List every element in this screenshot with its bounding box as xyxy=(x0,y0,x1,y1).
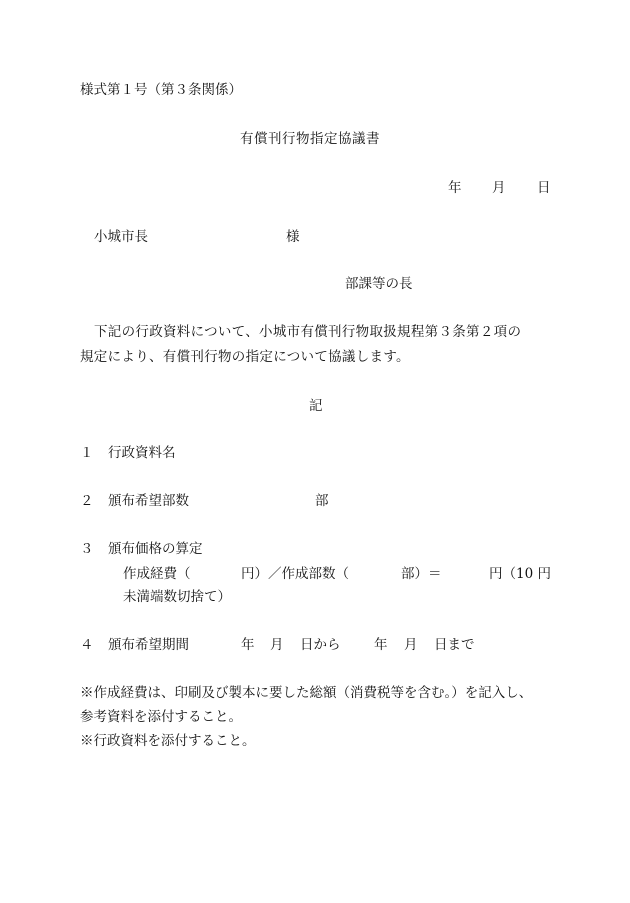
addressee-name: 小城市長 xyxy=(94,229,148,245)
calc-result: 円（10 円 xyxy=(489,566,551,582)
date-year: 年 xyxy=(448,180,462,196)
body-line-2: 規定により、有償刊行物の指定について協議します。 xyxy=(80,349,410,365)
period-start-month: 月 xyxy=(270,637,284,653)
item-3-label: 頒布価格の算定 xyxy=(108,541,203,557)
item-4-label: 頒布希望期間 xyxy=(108,637,189,653)
item-3-number: ３ xyxy=(80,541,94,557)
item-4-number: ４ xyxy=(80,637,94,653)
ki-heading: 記 xyxy=(309,398,323,414)
body-line-1: 下記の行政資料について、小城市有償刊行物取扱規程第３条第２項の xyxy=(94,324,522,340)
note-1-line-2: 参考資料を添付すること。 xyxy=(80,709,242,725)
period-end-year: 年 xyxy=(374,637,388,653)
period-end-day: 日まで xyxy=(434,637,475,653)
period-end-month: 月 xyxy=(404,637,418,653)
calc-note: 未満端数切捨て） xyxy=(123,589,231,605)
item-2-label: 頒布希望部数 xyxy=(108,493,189,509)
date-month: 月 xyxy=(492,180,506,196)
item-1-number: １ xyxy=(80,445,94,461)
item-1-label: 行政資料名 xyxy=(108,445,176,461)
period-start-year: 年 xyxy=(241,637,255,653)
item-2-unit: 部 xyxy=(315,493,329,509)
calc-yen: 円）／作成部数（ xyxy=(241,566,349,582)
note-1-line-1: ※作成経費は、印刷及び製本に要した総額（消費税等を含む。）を記入し、 xyxy=(80,685,533,701)
form-number: 様式第１号（第３条関係） xyxy=(80,82,242,98)
item-2-number: ２ xyxy=(80,493,94,509)
sender-title: 部課等の長 xyxy=(345,276,413,292)
calc-cost: 作成経費（ xyxy=(123,566,191,582)
period-start-day: 日から xyxy=(300,637,341,653)
addressee-honorific: 様 xyxy=(286,229,300,245)
date-day: 日 xyxy=(537,180,551,196)
note-2: ※行政資料を添付すること。 xyxy=(80,733,256,749)
document-title: 有償刊行物指定協議書 xyxy=(240,131,380,147)
calc-bu: 部）＝ xyxy=(401,566,442,582)
